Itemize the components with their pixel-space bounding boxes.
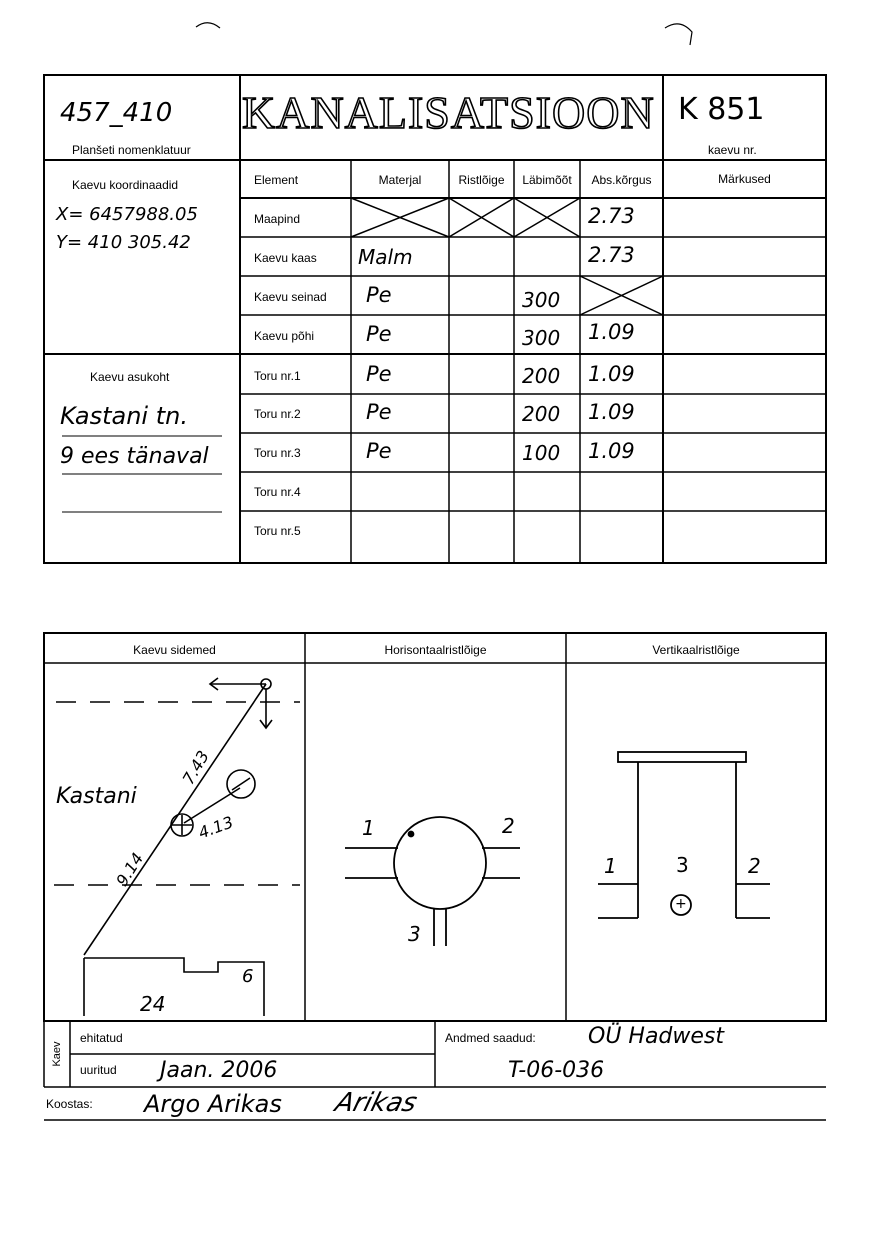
data-source-company: OÜ Hadwest: [588, 1024, 725, 1049]
author-label: Koostas:: [46, 1097, 93, 1111]
distance-3: 9.14: [112, 849, 148, 890]
row-material: Malm: [358, 245, 413, 269]
row-abs: 2.73: [588, 243, 635, 267]
distance-2: 4.13: [195, 812, 236, 843]
v-pipe-3-label: 3: [676, 853, 689, 877]
row-material: Pe: [366, 322, 392, 346]
row-material: Pe: [366, 400, 392, 424]
row-abs: 1.09: [588, 362, 635, 386]
row-abs: 1.09: [588, 439, 635, 463]
v-pipe-2-label: 2: [748, 854, 761, 878]
row-element: Kaevu põhi: [254, 329, 315, 343]
row-element: Maapind: [254, 212, 301, 226]
plus-marker: +: [675, 896, 687, 912]
pipe-2-label: 2: [502, 814, 515, 838]
row-diameter: 200: [522, 364, 561, 388]
v-pipe-1-label: 1: [604, 854, 617, 878]
row-element: Toru nr.3: [254, 446, 301, 460]
built-label: ehitatud: [80, 1031, 123, 1045]
row-diameter: 100: [522, 441, 561, 465]
coordinate-x: X= 6457988.05: [56, 204, 198, 225]
row-diameter: 300: [522, 326, 561, 350]
header-notes: Märkused: [718, 172, 771, 186]
location-label: Kaevu asukoht: [90, 370, 170, 384]
row-material: Pe: [366, 439, 392, 463]
well-number-value: K 851: [678, 92, 765, 127]
row-diameter: 200: [522, 402, 561, 426]
pipe-3-label: 3: [408, 922, 421, 946]
row-element: Kaevu kaas: [254, 251, 317, 265]
row-material: Pe: [366, 362, 392, 386]
horizontal-section-label: Horisontaalristlõige: [384, 643, 487, 657]
distance-1: 7.43: [178, 747, 213, 788]
measured-value: Jaan. 2006: [160, 1058, 278, 1083]
header-material: Materjal: [378, 173, 422, 187]
signature: Arikas: [331, 1088, 421, 1118]
vertical-section-drawing: [598, 752, 770, 918]
ties-label: Kaevu sidemed: [133, 643, 216, 657]
page-title: KANALISATSIOON: [242, 87, 655, 138]
data-source-ref: T-06-036: [508, 1058, 605, 1083]
vertical-section-label: Vertikaalristlõige: [652, 643, 740, 657]
ties-drawing: [54, 678, 300, 1016]
row-material: Pe: [366, 283, 392, 307]
row-element: Toru nr.4: [254, 485, 301, 499]
nomenclature-value: 457_410: [60, 98, 173, 128]
coordinates-label: Kaevu koordinaadid: [72, 178, 179, 192]
row-element: Toru nr.2: [254, 407, 301, 421]
row-abs: 1.09: [588, 400, 635, 424]
header-cross-section: Ristlõige: [458, 173, 505, 187]
header-element: Element: [254, 173, 299, 187]
coordinate-y: Y= 410 305.42: [56, 232, 191, 253]
well-number-label: kaevu nr.: [708, 143, 757, 157]
header-diameter: Läbimõõt: [522, 173, 572, 187]
row-element: Toru nr.5: [254, 524, 301, 538]
well-side-label: Kaev: [51, 1041, 63, 1067]
row-diameter: 300: [522, 288, 561, 312]
house-number-1: 6: [242, 966, 254, 987]
location-line-1: Kastani tn.: [60, 402, 188, 430]
author-name: Argo Arikas: [144, 1090, 282, 1118]
row-element: Kaevu seinad: [254, 290, 327, 304]
header-abs-height: Abs.kõrgus: [591, 173, 652, 187]
street-name: Kastani: [56, 784, 137, 809]
location-line-2: 9 ees tänaval: [60, 444, 209, 469]
measured-label: uuritud: [80, 1063, 117, 1077]
row-element: Toru nr.1: [254, 369, 301, 383]
row-abs: 1.09: [588, 320, 635, 344]
nomenclature-label: Planšeti nomenklatuur: [72, 143, 191, 157]
house-number-2: 24: [140, 992, 166, 1016]
row-abs: 2.73: [588, 204, 635, 228]
data-source-label: Andmed saadud:: [445, 1031, 536, 1045]
pipe-1-label: 1: [362, 816, 375, 840]
